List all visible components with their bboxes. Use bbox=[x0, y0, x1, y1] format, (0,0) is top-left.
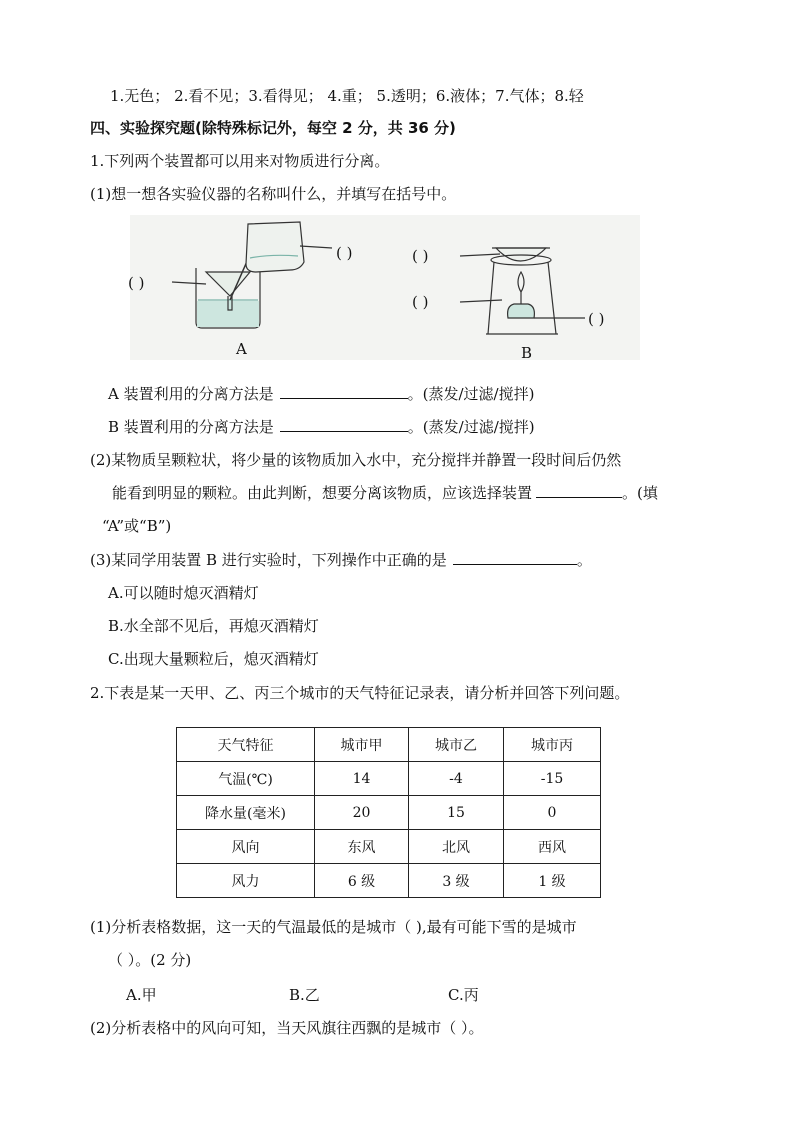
blank-paren-b-2: ( ) bbox=[412, 293, 429, 311]
apparatus-figure bbox=[0, 0, 794, 400]
table-cell: 气温(℃) bbox=[177, 762, 315, 796]
blank-paren-b-1: ( ) bbox=[412, 247, 429, 265]
weather-table bbox=[176, 727, 601, 898]
table-header-cell: 城市甲 bbox=[315, 728, 409, 762]
q1-sub3-text: (3)某同学用装置 B 进行实验时，下列操作中正确的是 bbox=[90, 551, 447, 569]
table-header-row bbox=[177, 728, 601, 762]
table-header-cell: 城市乙 bbox=[409, 728, 504, 762]
q1-sub2-line3: “A”或“B”) bbox=[102, 517, 172, 535]
blank-paren-a-right: ( ) bbox=[336, 244, 353, 262]
q1-sub3-end: 。 bbox=[576, 551, 592, 569]
q1-sub3-line bbox=[90, 550, 592, 570]
table-cell: 风向 bbox=[177, 830, 315, 864]
table-cell: 东风 bbox=[315, 830, 409, 864]
q2-sub1-line2: （ ）。(2 分) bbox=[108, 951, 192, 969]
method-options-a: 。(蒸发/过滤/搅拌) bbox=[407, 385, 535, 403]
section-title: 四、实验探究题(除特殊标记外，每空 2 分，共 36 分) bbox=[90, 119, 456, 137]
blank-paren-b-3: ( ) bbox=[588, 310, 605, 328]
blank-paren-a-left: ( ) bbox=[128, 274, 145, 292]
table-cell: -4 bbox=[409, 762, 504, 796]
q1-b-method-text: B 装置利用的分离方法是 bbox=[108, 418, 274, 436]
table-header-cell: 城市丙 bbox=[504, 728, 601, 762]
question-1-sub1: (1)想一想各实验仪器的名称叫什么，并填写在括号中。 bbox=[90, 185, 457, 203]
table-cell: 北风 bbox=[409, 830, 504, 864]
figure-label-a: A bbox=[236, 340, 247, 358]
q1-b-method-line bbox=[108, 417, 535, 437]
choice-a: A.甲 bbox=[126, 986, 157, 1004]
answer-key-line: 1.无色； 2.看不见；3.看得见； 4.重； 5.透明；6.液体；7.气体；8.轻 bbox=[110, 87, 584, 105]
table-row bbox=[177, 864, 601, 898]
table-row bbox=[177, 796, 601, 830]
q1-sub2-line2-end: 。(填 bbox=[622, 484, 658, 502]
table-row bbox=[177, 830, 601, 864]
q1-a-method-line bbox=[108, 384, 534, 404]
q1-sub2-line2 bbox=[112, 483, 658, 503]
table-cell: 西风 bbox=[504, 830, 601, 864]
table-row bbox=[177, 762, 601, 796]
question-2-stem: 2.下表是某一天甲、乙、丙三个城市的天气特征记录表，请分析并回答下列问题。 bbox=[90, 684, 630, 702]
blank-correct-operation[interactable] bbox=[453, 550, 577, 565]
choice-b: B.乙 bbox=[289, 986, 320, 1004]
table-cell: 14 bbox=[315, 762, 409, 796]
blank-a-method[interactable] bbox=[280, 384, 408, 399]
option-a: A.可以随时熄灭酒精灯 bbox=[108, 584, 259, 602]
table-header-cell: 天气特征 bbox=[177, 728, 315, 762]
method-options-b: 。(蒸发/过滤/搅拌) bbox=[407, 418, 535, 436]
q1-sub2-line1: (2)某物质呈颗粒状，将少量的该物质加入水中，充分搅拌并静置一段时间后仍然 bbox=[90, 451, 622, 469]
option-c: C.出现大量颗粒后，熄灭酒精灯 bbox=[108, 650, 319, 668]
choice-c: C.丙 bbox=[448, 986, 479, 1004]
table-cell: 15 bbox=[409, 796, 504, 830]
q2-sub1-line1: (1)分析表格数据，这一天的气温最低的是城市（ ),最有可能下雪的是城市 bbox=[90, 918, 577, 936]
table-cell: 20 bbox=[315, 796, 409, 830]
option-b: B.水全部不见后，再熄灭酒精灯 bbox=[108, 617, 319, 635]
table-cell: 1 级 bbox=[504, 864, 601, 898]
q1-a-method-text: A 装置利用的分离方法是 bbox=[108, 385, 274, 403]
blank-choose-apparatus[interactable] bbox=[536, 483, 622, 498]
table-cell: 3 级 bbox=[409, 864, 504, 898]
table-cell: 6 级 bbox=[315, 864, 409, 898]
figure-label-b: B bbox=[521, 344, 533, 362]
q1-sub2-line2-text: 能看到明显的颗粒。由此判断，想要分离该物质，应该选择装置 bbox=[112, 484, 533, 502]
table-cell: -15 bbox=[504, 762, 601, 796]
question-1-stem: 1.下列两个装置都可以用来对物质进行分离。 bbox=[90, 152, 390, 170]
table-cell: 0 bbox=[504, 796, 601, 830]
q2-sub2: (2)分析表格中的风向可知，当天风旗往西飘的是城市（ ）。 bbox=[90, 1019, 484, 1037]
table-cell: 风力 bbox=[177, 864, 315, 898]
blank-b-method[interactable] bbox=[280, 417, 408, 432]
table-cell: 降水量(毫米) bbox=[177, 796, 315, 830]
